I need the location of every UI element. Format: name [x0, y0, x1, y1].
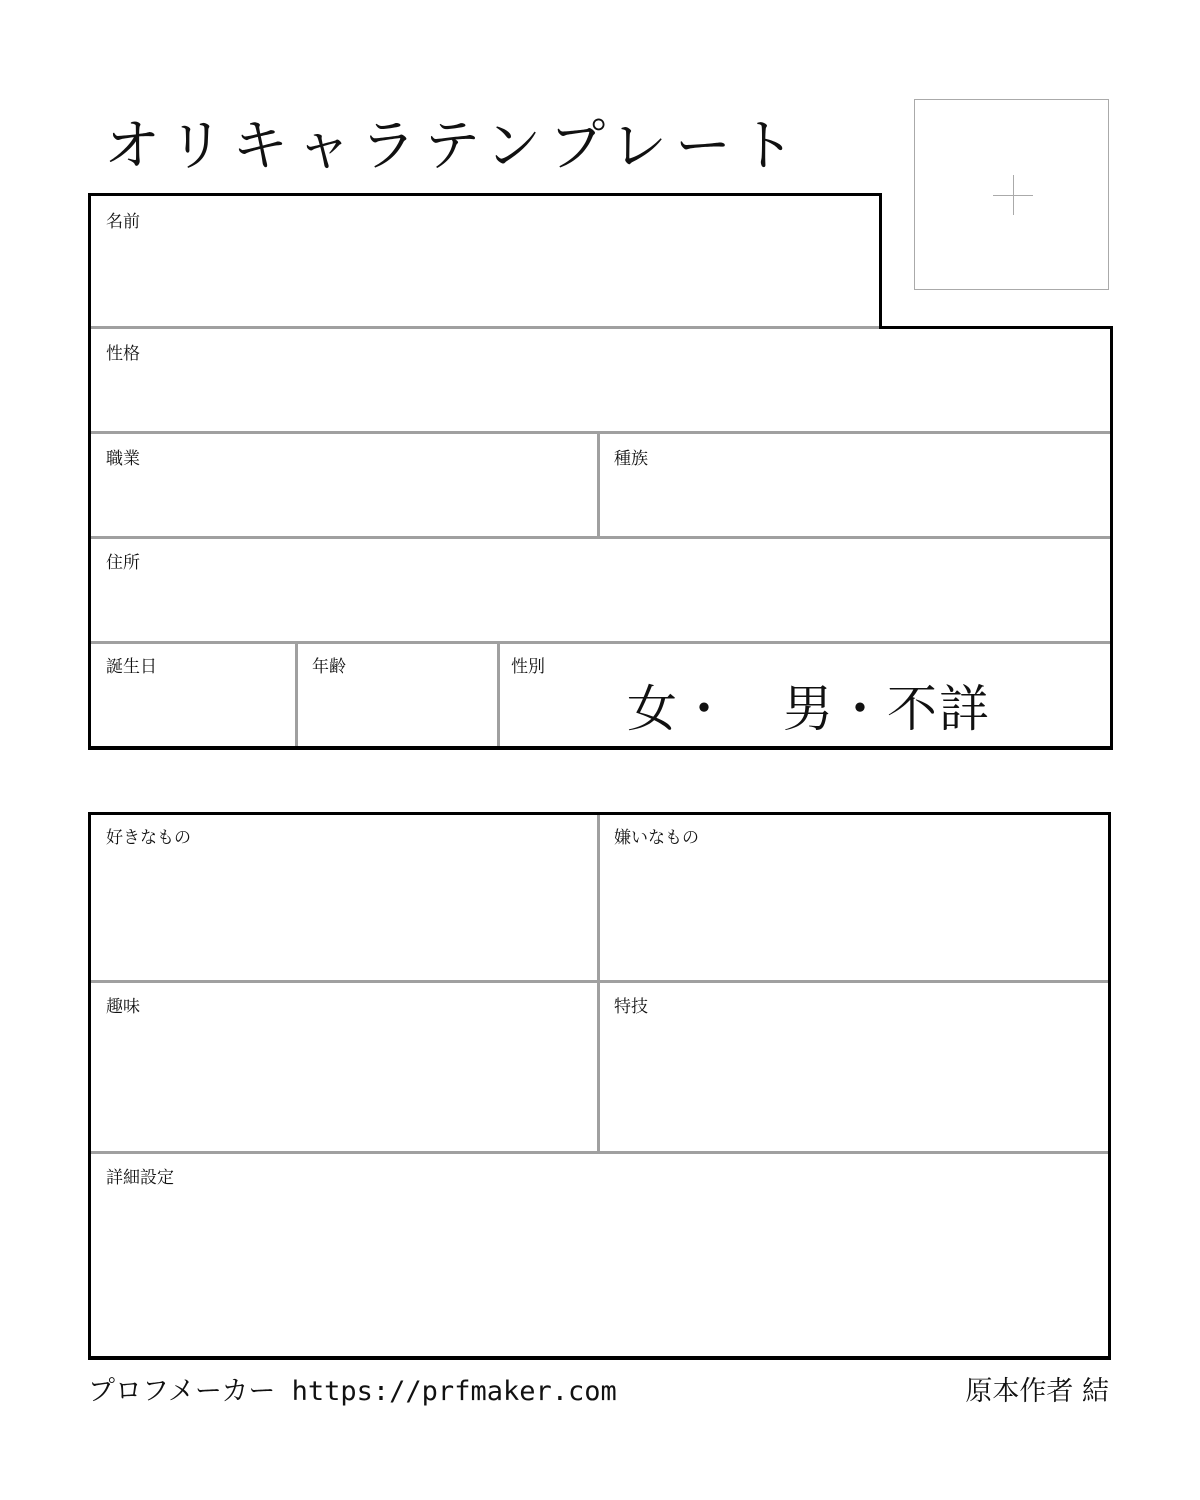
birthday-label: 誕生日: [106, 657, 157, 677]
race-label: 種族: [614, 449, 648, 469]
skill-field[interactable]: [600, 983, 1108, 1151]
personality-label: 性格: [106, 344, 140, 364]
name-label: 名前: [106, 212, 140, 232]
occupation-field[interactable]: [91, 434, 597, 536]
personality-field[interactable]: [91, 329, 1110, 431]
gender-options[interactable]: 女・ 男・不詳: [627, 680, 991, 738]
page-title: オリキャラテンプレート: [104, 114, 803, 179]
name-field[interactable]: [91, 196, 879, 326]
likes-label: 好きなもの: [106, 828, 191, 848]
hobby-field[interactable]: [91, 983, 597, 1151]
footer-credit-site: プロフメーカー https://prfmaker.com: [88, 1376, 617, 1407]
occupation-label: 職業: [106, 449, 140, 469]
hobby-label: 趣味: [106, 997, 140, 1017]
gender-label: 性別: [511, 657, 545, 677]
details-field[interactable]: [91, 1154, 1108, 1356]
footer-credit-author: 原本作者 結: [965, 1376, 1109, 1407]
details-label: 詳細設定: [106, 1168, 174, 1188]
plus-icon-vertical: [1013, 175, 1014, 215]
age-field[interactable]: [298, 644, 497, 746]
dislikes-field[interactable]: [600, 815, 1108, 980]
dislikes-label: 嫌いなもの: [614, 828, 699, 848]
age-label: 年齢: [312, 657, 346, 677]
likes-field[interactable]: [91, 815, 597, 980]
photo-upload-box[interactable]: [914, 99, 1109, 290]
address-field[interactable]: [91, 539, 1110, 641]
birthday-field[interactable]: [91, 644, 295, 746]
skill-label: 特技: [614, 997, 648, 1017]
address-label: 住所: [106, 553, 140, 573]
race-field[interactable]: [600, 434, 1110, 536]
